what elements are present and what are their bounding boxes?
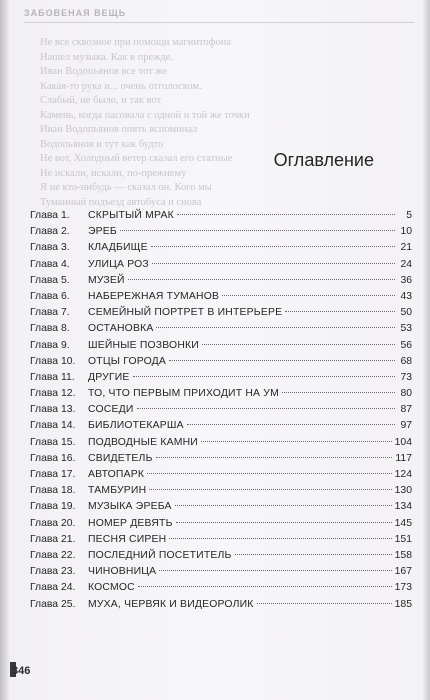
bleed-line: Какая-то рука и... очень отголоском.: [40, 80, 202, 92]
toc-entry: [30, 210, 412, 226]
toc-entry: [30, 340, 412, 356]
toc-entry: [30, 307, 412, 323]
toc-entry: [30, 242, 412, 258]
toc-chapter-title: КОСМОС: [88, 582, 135, 594]
toc-chapter-title: НАБЕРЕЖНАЯ ТУМАНОВ: [88, 290, 220, 302]
toc-page-number: 97: [400, 420, 412, 432]
toc-dot-leader: [257, 603, 392, 604]
toc-dot-leader: [156, 327, 395, 328]
toc-dot-leader: [138, 586, 392, 587]
toc-entry: [30, 291, 412, 307]
toc-chapter-number: Глава 23.: [30, 566, 76, 578]
toc-dot-leader: [235, 554, 392, 555]
toc-chapter-number: Глава 22.: [30, 549, 76, 561]
toc-dot-leader: [177, 214, 395, 215]
toc-entry: [30, 404, 412, 420]
toc-page-number: 124: [394, 469, 412, 480]
toc-dot-leader: [152, 263, 395, 264]
toc-dot-leader: [151, 246, 395, 247]
toc-entry: [30, 582, 412, 598]
table-of-contents: [30, 210, 412, 615]
toc-chapter-title: МУЗЕЙ: [88, 274, 125, 286]
toc-chapter-title: СОСЕДИ: [88, 404, 134, 416]
toc-entry: [30, 518, 412, 534]
toc-chapter-title: ОСТАНОВКА: [88, 323, 154, 335]
toc-dot-leader: [187, 424, 395, 425]
toc-page-number: 68: [400, 355, 412, 367]
toc-chapter-title: ПЕСНЯ СИРЕН: [88, 533, 167, 545]
toc-chapter-title: УЛИЦА РОЗ: [88, 258, 149, 270]
toc-dot-leader: [128, 279, 395, 280]
toc-chapter-number: Глава 13.: [30, 404, 76, 416]
bleed-line: Не вот, Холодный ветер сказал его статные: [40, 153, 233, 164]
toc-page-number: 53: [400, 323, 412, 335]
toc-entry: [30, 420, 412, 436]
toc-chapter-number: Глава 25.: [30, 598, 76, 610]
toc-page-number: 87: [400, 404, 412, 416]
toc-entry: [30, 550, 412, 566]
toc-chapter-title: ТО, ЧТО ПЕРВЫМ ПРИХОДИТ НА УМ: [88, 388, 279, 400]
toc-dot-leader: [169, 360, 395, 361]
toc-chapter-number: Глава 21.: [30, 533, 76, 545]
toc-chapter-number: Глава 8.: [30, 323, 70, 335]
toc-dot-leader: [202, 344, 395, 345]
toc-dot-leader: [201, 441, 392, 442]
toc-dot-leader: [159, 570, 391, 571]
toc-chapter-number: Глава 5.: [30, 274, 70, 286]
bleed-line: Не все сквозное при помощи магнитофона: [40, 37, 231, 48]
toc-title: Оглавление: [273, 150, 374, 170]
toc-chapter-number: Глава 12.: [30, 388, 76, 400]
toc-page-number: 158: [394, 549, 412, 561]
toc-chapter-number: Глава 2.: [30, 226, 70, 238]
toc-page-number: 21: [400, 242, 412, 254]
toc-entry: [30, 372, 412, 388]
toc-chapter-number: Глава 9.: [30, 339, 70, 351]
toc-chapter-number: Глава 4.: [30, 258, 70, 270]
running-head: ЗАБОВЕНАЯ ВЕЩЬ: [24, 8, 127, 18]
toc-chapter-number: Глава 18.: [30, 485, 76, 497]
page-edge-shadow: [422, 0, 430, 700]
toc-page-number: 167: [394, 566, 412, 578]
toc-dot-leader: [285, 311, 395, 312]
toc-entry: [30, 437, 412, 453]
toc-page-number: 24: [400, 258, 412, 270]
toc-chapter-number: Глава 3.: [30, 242, 70, 254]
toc-chapter-number: Глава 17.: [30, 469, 76, 480]
toc-chapter-title: МУЗЫКА ЭРЕБА: [88, 501, 172, 513]
toc-entry: [30, 275, 412, 291]
toc-chapter-title: СВИДЕТЕЛЬ: [88, 452, 153, 464]
toc-chapter-title: АВТОПАРК: [88, 469, 145, 480]
toc-dot-leader: [156, 457, 393, 458]
toc-dot-leader: [176, 522, 392, 523]
toc-chapter-title: ПОСЛЕДНИЙ ПОСЕТИТЕЛЬ: [88, 549, 232, 561]
toc-chapter-title: ОТЦЫ ГОРОДА: [88, 355, 167, 367]
bleed-line: Я не кто-нибудь — сказал он. Кого мы: [40, 182, 212, 193]
running-head-rule: [24, 22, 414, 23]
toc-chapter-title: МУХА, ЧЕРВЯК И ВИДЕОРОЛИК: [88, 598, 254, 610]
toc-page-number: 104: [394, 436, 412, 448]
toc-chapter-title: ПОДВОДНЫЕ КАМНИ: [88, 436, 198, 448]
toc-entry: [30, 356, 412, 372]
toc-page-number: 151: [394, 533, 412, 545]
toc-dot-leader: [137, 408, 396, 409]
toc-page-number: 73: [400, 371, 412, 383]
toc-chapter-title: НОМЕР ДЕВЯТЬ: [88, 517, 173, 529]
toc-chapter-title: ТАМБУРИН: [88, 485, 147, 497]
toc-chapter-number: Глава 11.: [30, 371, 75, 383]
toc-dot-leader: [222, 295, 395, 296]
toc-dot-leader: [282, 392, 395, 393]
toc-page-number: 5: [406, 210, 412, 221]
toc-chapter-title: СКРЫТЫЙ МРАК: [88, 210, 174, 221]
toc-entry: [30, 259, 412, 275]
toc-page-number: 56: [400, 339, 412, 351]
toc-entry: [30, 388, 412, 404]
toc-chapter-title: ШЕЙНЫЕ ПОЗВОНКИ: [88, 339, 199, 351]
toc-entry: [30, 501, 412, 517]
toc-page-number: 43: [400, 290, 412, 302]
toc-entry: [30, 226, 412, 242]
bleed-through-text: [40, 36, 400, 210]
toc-chapter-number: Глава 20.: [30, 517, 76, 529]
bleed-line: Камень, когда пасовала с одной и той же точки: [40, 109, 250, 121]
toc-chapter-title: КЛАДБИЩЕ: [88, 242, 148, 254]
bleed-line: Иван Водопьянов все тот же: [40, 66, 168, 77]
toc-page-number: 130: [394, 485, 412, 497]
toc-chapter-title: ЭРЕБ: [88, 226, 117, 238]
toc-page-number: 50: [400, 307, 412, 319]
toc-entry: [30, 534, 412, 550]
toc-dot-leader: [175, 505, 392, 506]
toc-chapter-number: Глава 19.: [30, 501, 76, 513]
toc-chapter-number: Глава 16.: [30, 452, 76, 464]
toc-dot-leader: [149, 489, 391, 490]
toc-page-number: 10: [400, 226, 412, 238]
page-number: 346: [12, 665, 31, 677]
bleed-line: Нашел музыка. Как в прежде.: [40, 51, 174, 63]
toc-dot-leader: [133, 376, 395, 377]
toc-page-number: 117: [395, 452, 412, 464]
toc-page-number: 173: [394, 582, 412, 594]
toc-page-number: 145: [394, 517, 412, 529]
toc-chapter-number: Глава 15.: [30, 436, 76, 448]
toc-dot-leader: [147, 473, 392, 474]
toc-page-number: 185: [394, 598, 412, 610]
toc-chapter-number: Глава 6.: [30, 290, 70, 302]
spine-shadow: [0, 0, 10, 700]
bleed-line: Туманный подъезд автобуса и снова: [40, 196, 202, 208]
toc-entry: [30, 453, 412, 469]
bleed-line: Иван Водопьянов опять вспоминал: [40, 124, 198, 135]
toc-entry: [30, 469, 412, 485]
bleed-line: Слабый, не было, и так вот: [40, 95, 162, 106]
toc-entry: [30, 599, 412, 615]
toc-chapter-number: Глава 14.: [30, 420, 76, 432]
toc-page-number: 80: [400, 388, 412, 400]
toc-page-number: 134: [394, 501, 412, 513]
toc-chapter-title: БИБЛИОТЕКАРША: [88, 420, 184, 432]
toc-chapter-number: Глава 10.: [30, 355, 76, 367]
toc-chapter-title: ЧИНОВНИЦА: [88, 566, 157, 578]
bleed-line: Водопьянов и тут как будто: [40, 138, 164, 150]
toc-chapter-title: СЕМЕЙНЫЙ ПОРТРЕТ В ИНТЕРЬЕРЕ: [88, 307, 283, 319]
toc-entry: [30, 566, 412, 582]
toc-chapter-number: Глава 1.: [30, 210, 70, 221]
bleed-line: Не искали, искали, по-прежнему: [40, 167, 187, 179]
toc-chapter-number: Глава 7.: [30, 307, 70, 319]
toc-dot-leader: [169, 538, 391, 539]
toc-dot-leader: [120, 230, 395, 231]
toc-chapter-title: ДРУГИЕ: [88, 371, 130, 383]
toc-entry: [30, 323, 412, 339]
toc-page-number: 36: [400, 274, 412, 286]
toc-entry: [30, 485, 412, 501]
toc-chapter-number: Глава 24.: [30, 582, 76, 594]
